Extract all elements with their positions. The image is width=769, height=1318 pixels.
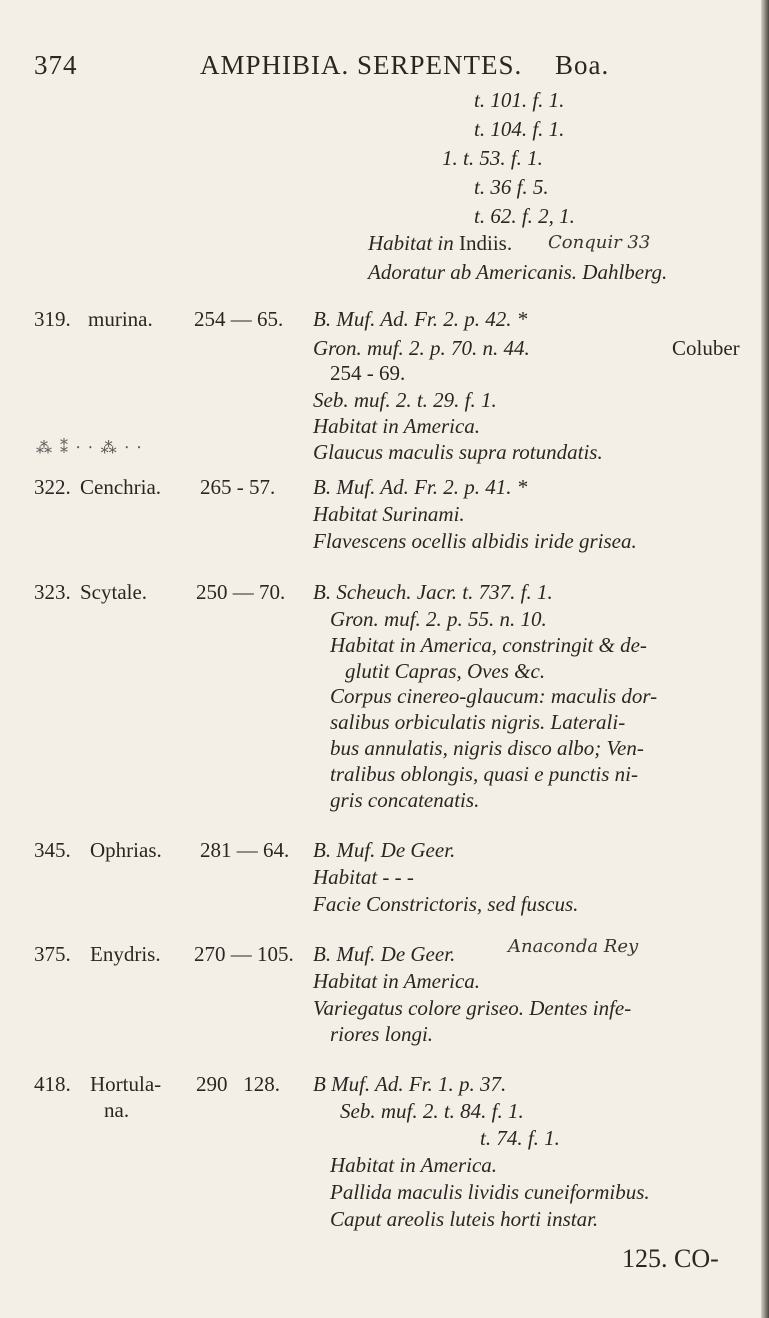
entry-line: B. Muf. De Geer.	[313, 942, 456, 966]
entry-line: Gron. muf. 2. p. 55. n. 10.	[330, 607, 547, 631]
running-title: AMPHIBIA. SERPENTES.	[200, 50, 523, 80]
entry-counts: 254 — 65.	[194, 307, 284, 331]
entry-line: 254 - 69.	[330, 361, 406, 385]
entry-line: Seb. muf. 2. t. 84. f. 1.	[340, 1099, 524, 1123]
entry-line: Seb. muf. 2. t. 29. f. 1.	[313, 388, 497, 412]
top-ref-3: 1. t. 53. f. 1.	[442, 146, 543, 170]
entry-counts: 250 — 70.	[196, 580, 286, 604]
entry-number: 418.	[34, 1072, 71, 1096]
entry-line: riores longi.	[330, 1022, 434, 1046]
entry-line: Variegatus colore griseo. Dentes infe-	[313, 996, 632, 1020]
top-ref-1: t. 101. f. 1.	[474, 88, 565, 112]
entry-line: B. Muf. Ad. Fr. 2. p. 42. *	[313, 307, 528, 331]
entry-line: glutit Capras, Oves &c.	[345, 659, 546, 683]
entry-line: Caput areolis luteis horti instar.	[330, 1207, 599, 1231]
entry-line: Glaucus maculis supra rotundatis.	[313, 440, 603, 464]
entry-line: bus annulatis, nigris disco albo; Ven-	[330, 736, 644, 760]
entry-line: Habitat in America, constringit & de-	[330, 633, 647, 657]
entry-extra: Coluber	[672, 336, 740, 360]
top-ref-4: t. 36 f. 5.	[474, 175, 549, 199]
entry-number: 322.	[34, 475, 71, 499]
entry-name: Scytale.	[80, 580, 148, 604]
entry-counts: 290 128.	[196, 1072, 280, 1096]
entry-line: B. Scheuch. Jacr. t. 737. f. 1.	[313, 580, 553, 604]
entry-line: Habitat in America.	[313, 414, 481, 438]
entry-line: tralibus oblongis, quasi e punctis ni-	[330, 762, 639, 786]
habitat-place: Indiis.	[459, 231, 513, 255]
top-adoratur: Adoratur ab Americanis. Dahlberg.	[368, 260, 668, 284]
entry-number: 319.	[34, 307, 71, 331]
entry-counts: 281 — 64.	[200, 838, 290, 862]
entry-line: B Muf. Ad. Fr. 1. p. 37.	[313, 1072, 507, 1096]
entry-number: 375.	[34, 942, 71, 966]
handwritten-note-top: Conquir 33	[548, 232, 651, 253]
entry-name: Ophrias.	[90, 838, 162, 862]
genus-title: Boa.	[555, 50, 610, 80]
entry-counts: 270 — 105.	[194, 942, 294, 966]
entry-line: Facie Constrictoris, sed fuscus.	[313, 892, 579, 916]
entry-line: Pallida maculis lividis cuneiformibus.	[330, 1180, 650, 1204]
entry-counts: 265 - 57.	[200, 475, 276, 499]
entry-line: Habitat Surinami.	[313, 502, 465, 526]
top-ref-5: t. 62. f. 2, 1.	[474, 204, 575, 228]
entry-line: Corpus cinereo-glaucum: maculis dor-	[330, 684, 658, 708]
entry-name: Cenchria.	[80, 475, 162, 499]
top-habitat	[368, 231, 512, 256]
handwritten-note-enydris: Anaconda Rey	[508, 936, 639, 957]
entry-line: Habitat - - -	[313, 865, 414, 889]
entry-line: salibus orbiculatis nigris. Laterali-	[330, 710, 626, 734]
entry-line: t. 74. f. 1.	[480, 1126, 560, 1150]
entry-line: Gron. muf. 2. p. 70. n. 44.	[313, 336, 530, 360]
catchword: 125. CO-	[622, 1244, 719, 1273]
entry-line: Flavescens ocellis albidis iride grisea.	[313, 529, 637, 553]
entry-name: Enydris.	[90, 942, 161, 966]
entry-name: Hortula-	[90, 1072, 162, 1096]
entry-line: Habitat in America.	[313, 969, 481, 993]
margin-stamp-marks: ⁂ ⁑ ⸱ ⸱ ⁂ ⸱ ⸱	[36, 440, 144, 457]
entry-line: B. Muf. De Geer.	[313, 838, 456, 862]
entry-number: 323.	[34, 580, 71, 604]
top-ref-2: t. 104. f. 1.	[474, 117, 565, 141]
habitat-label: Habitat in	[368, 231, 454, 255]
entry-number: 345.	[34, 838, 71, 862]
entry-line: gris concatenatis.	[330, 788, 480, 812]
entry-name: murina.	[88, 307, 153, 331]
entry-name-continued: na.	[104, 1098, 130, 1122]
page-edge-shadow	[761, 0, 769, 1318]
entry-line: B. Muf. Ad. Fr. 2. p. 41. *	[313, 475, 528, 499]
entry-line: Habitat in America.	[330, 1153, 498, 1177]
page-number: 374	[34, 50, 78, 80]
